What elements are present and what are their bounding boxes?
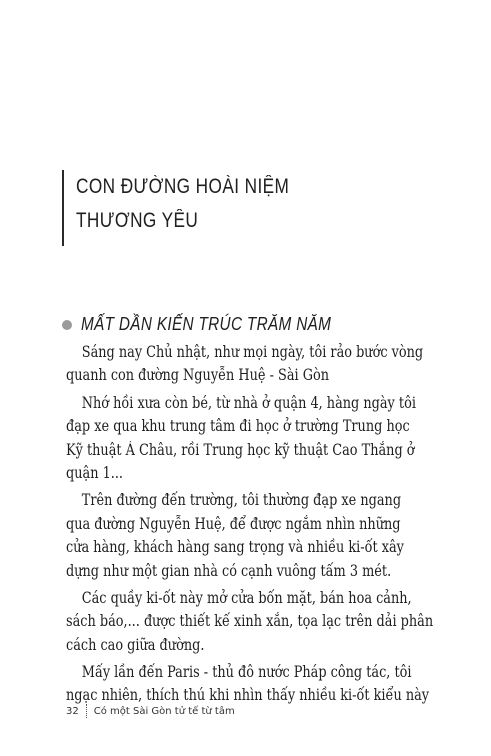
paragraph-line: qua đường Nguyễn Huệ, để được ngắm nhìn những — [66, 514, 401, 533]
body-text — [66, 341, 434, 708]
paragraph-line: Các quầy ki-ốt này mở cửa bốn mặt, bán hoa cảnh, — [81, 588, 412, 607]
bullet-icon — [62, 320, 72, 330]
paragraph-line: Sáng nay Chủ nhật, như mọi ngày, tôi rảo bước vòng — [81, 343, 424, 361]
section-title: MẤT DẦN KIẾN TRÚC TRĂM NĂM — [81, 314, 332, 334]
book-title: Có một Sài Gòn tử tế từ tâm — [93, 705, 235, 717]
chapter-title-line-1: CON ĐƯỜNG HOÀI NIỆM — [76, 175, 290, 198]
chapter-title-line-2: THƯƠNG YÊU — [76, 209, 199, 232]
paragraph-line: Mấy lần đến Paris - thủ đô nước Pháp công tác, tôi — [81, 663, 412, 682]
paragraph-line: Kỹ thuật Á Châu, rồi Trung học kỹ thuật Cao Thắng ở — [66, 440, 415, 459]
paragraph-line: quanh con đường Nguyễn Huệ - Sài Gòn — [66, 366, 330, 385]
footer-divider — [86, 704, 87, 718]
paragraph-line: quận 1... — [66, 463, 124, 482]
paragraph-line: đạp xe qua khu trung tâm đi học ở trường Trung học — [66, 417, 410, 436]
section-heading — [62, 314, 375, 335]
paragraph-line: cửa hàng, khách hàng sang trọng và nhiều ki-ốt xây — [66, 538, 404, 557]
paragraph-line: ngạc nhiên, thích thú khi nhìn thấy nhiều ki-ốt kiểu này — [66, 686, 430, 705]
paragraph-line: Nhớ hồi xưa còn bé, từ nhà ở quận 4, hàng ngày tôi — [81, 393, 416, 412]
paragraph-line: dựng như một gian nhà có cạnh vuông tấm 3 mét. — [66, 561, 392, 580]
page-footer — [66, 704, 235, 718]
paragraph-line: sách báo,... được thiết kế xinh xắn, tọa lạc trên dải phân — [66, 612, 434, 631]
paragraph-line: Trên đường đến trường, tôi thường đạp xe ngang — [81, 491, 402, 510]
chapter-heading — [62, 170, 336, 246]
paragraph-line: cách cao giữa đường. — [66, 635, 205, 654]
page-number: 32 — [66, 705, 79, 717]
